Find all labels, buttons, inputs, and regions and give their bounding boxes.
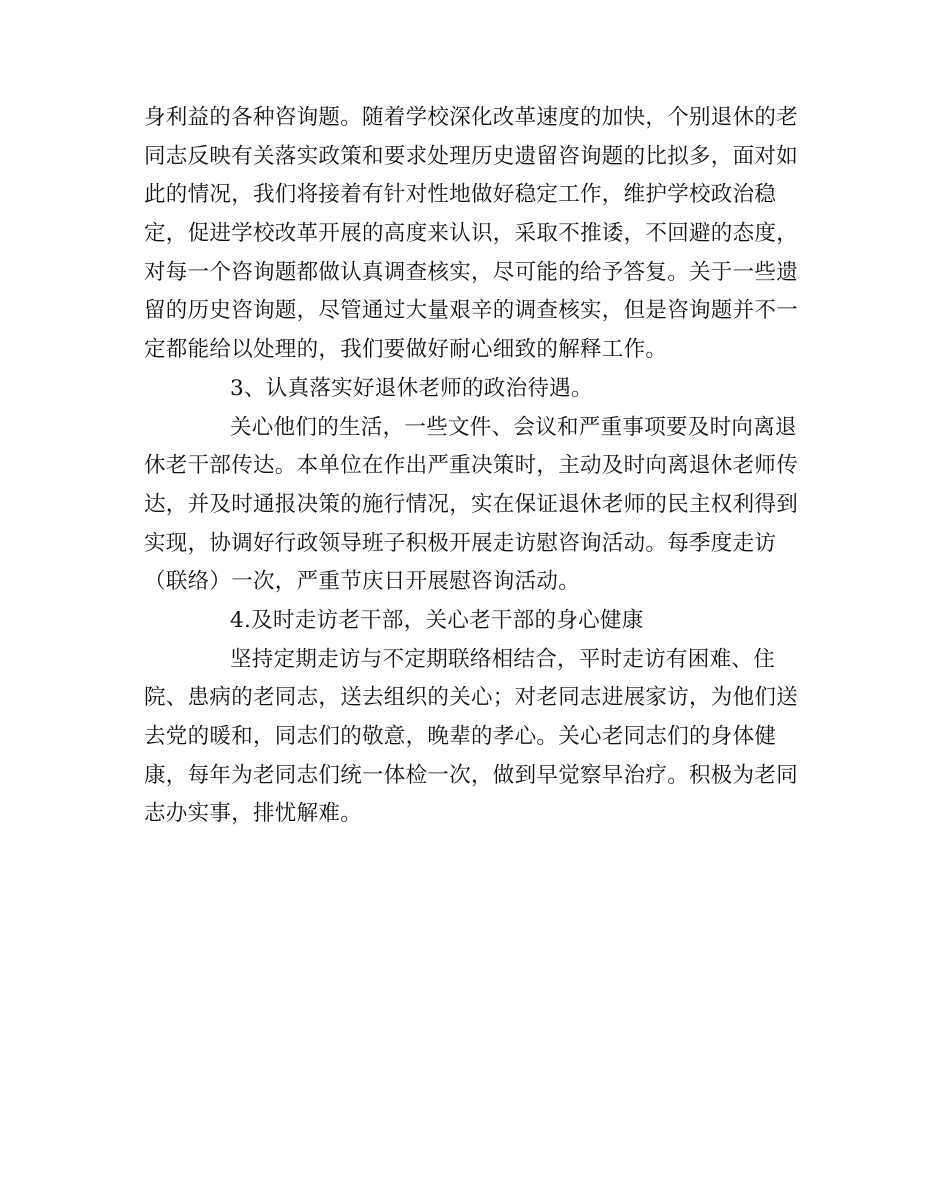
- document-body: [144, 99, 804, 834]
- paragraph-political-treatment: [144, 409, 804, 602]
- text-line: 坚持定期走访与不定期联络相结合，平时走访有困难、住: [230, 646, 776, 672]
- section-heading-4: [144, 602, 804, 641]
- heading-line: 4.及时走访老干部，关心老干部的身心健康: [230, 607, 644, 633]
- text-line: 去党的暖和，同志们的敬意，晚辈的孝心。关心老同志们的身体健: [144, 724, 777, 749]
- text-line: （联络）一次，严重节庆日开展慰咨询活动。: [144, 569, 581, 595]
- text-line: 志办实事，排忧解难。: [144, 801, 363, 827]
- text-line: 实现，协调好行政领导班子积极开展走访慰咨询活动。每季度走访: [144, 530, 777, 556]
- text-line: 休老干部传达。本单位在作出严重决策时，主动及时向离退休老师传: [144, 453, 799, 479]
- text-line: 身利益的各种咨询题。随着学校深化改革速度的加快，个别退休的老: [144, 105, 799, 130]
- text-line: 此的情况，我们将接着有针对性地做好稳定工作，维护学校政治稳: [144, 182, 777, 208]
- text-line: 康，每年为老同志们统一体检一次，做到早觉察早治疗。积极为老同: [144, 762, 799, 788]
- paragraph-visits: [144, 641, 804, 834]
- section-heading-3: [144, 370, 804, 409]
- text-line: 对每一个咨询题都做认真调查核实，尽可能的给予答复。关于一些遗: [144, 259, 799, 285]
- text-line: 关心他们的生活，一些文件、会议和严重事项要及时向离退: [230, 414, 797, 440]
- heading-line: 3、认真落实好退休老师的政治待遇。: [230, 375, 593, 401]
- text-line: 定，促进学校改革开展的高度来认识，采取不推诿，不回避的态度，: [144, 221, 799, 247]
- text-line: 同志反映有关落实政策和要求处理历史遗留咨询题的比拟多，面对如: [144, 143, 799, 169]
- paragraph-continuation: [144, 99, 804, 370]
- text-line: 达，并及时通报决策的施行情况，实在保证退休老师的民主权利得到: [144, 491, 799, 517]
- text-line: 院、患病的老同志，送去组织的关心；对老同志进展家访，为他们送: [144, 685, 799, 711]
- text-line: 定都能给以处理的，我们要做好耐心细致的解释工作。: [144, 337, 668, 363]
- text-line: 留的历史咨询题，尽管通过大量艰辛的调查核实，但是咨询题并不一: [144, 298, 799, 324]
